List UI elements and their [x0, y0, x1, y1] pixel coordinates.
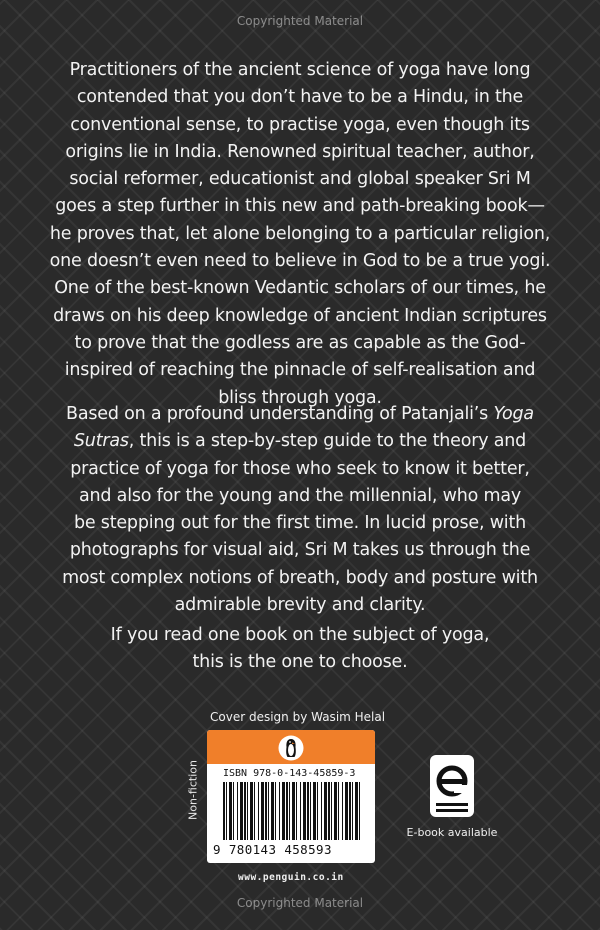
blurb-line: inspired of reaching the pinnacle of self-realisation and	[64, 360, 536, 381]
blurb-line: one doesn’t even need to believe in God to be a true yogi.	[49, 251, 551, 272]
blurb-line: conventional sense, to practise yoga, even though its	[70, 114, 530, 135]
barcode-bars	[223, 782, 363, 840]
blurb-line: goes a step further in this new and path-breaking book—	[55, 196, 545, 217]
blurb-line: most complex notions of breath, body and posture with	[62, 567, 538, 588]
watermark-top: Copyrighted Material	[236, 14, 364, 28]
blurb-line: and also for the young and the millennial, who may	[78, 485, 521, 506]
blurb-line	[40, 428, 560, 455]
penguin-logo-icon	[278, 735, 304, 761]
blurb-line: he proves that, let alone belonging to a particular religion,	[49, 223, 551, 244]
blurb-line: If you read one book on the subject of yoga,	[110, 625, 490, 645]
blurb-line: Practitioners of the ancient science of yoga have long	[69, 60, 531, 80]
blurb-line: practice of yoga for those who seek to know it better,	[70, 458, 530, 479]
watermark-bottom: Copyrighted Material	[236, 896, 364, 910]
blurb-paragraph-1	[40, 57, 560, 412]
publisher-band	[207, 730, 375, 764]
book-title-italic: Sutras	[73, 431, 129, 452]
blurb-paragraph-3	[40, 622, 560, 677]
blurb-line: draws on his deep knowledge of ancient Indian scriptures	[53, 305, 547, 326]
blurb-line: One of the best-known Vedantic scholars of our times, he	[54, 278, 546, 299]
blurb-line: social reformer, educationist and global speaker Sri M	[69, 169, 531, 190]
blurb-paragraph-2	[40, 401, 560, 619]
blurb-line: be stepping out for the first time. In lucid prose, with	[73, 513, 527, 534]
website-url: www.penguin.co.in	[238, 872, 344, 883]
blurb-line: origins lie in India. Renowned spiritual teacher, author,	[65, 141, 535, 162]
ebook-available-label: E-book available	[406, 826, 498, 839]
ebook-icon	[430, 755, 474, 817]
blurb-line: bliss through yoga.	[218, 387, 382, 408]
blurb-text: , this is a step-by-step guide to the theory and	[128, 431, 527, 452]
blurb-line: photographs for visual aid, Sri M takes us through the	[69, 540, 531, 561]
blurb-line: to prove that the godless are as capable as the God-	[74, 332, 526, 353]
blurb-line: admirable brevity and clarity.	[174, 595, 426, 616]
blurb-line: this is the one to choose.	[192, 652, 408, 673]
isbn-label: ISBN 978-0-143-45859-3	[223, 768, 356, 779]
blurb-text: Based on a profound understanding of Patanjali’s	[66, 404, 494, 424]
category-label: Non-fiction	[186, 760, 200, 820]
blurb-line	[40, 401, 560, 428]
blurb-line: contended that you don’t have to be a Hindu, in the	[76, 87, 524, 108]
book-title-italic: Yoga	[493, 404, 534, 424]
cover-credit: Cover design by Wasim Helal	[210, 710, 386, 724]
barcode-digits: 9 780143 458593	[213, 842, 332, 857]
barcode-panel	[207, 730, 375, 863]
ebook-badge	[430, 755, 474, 817]
